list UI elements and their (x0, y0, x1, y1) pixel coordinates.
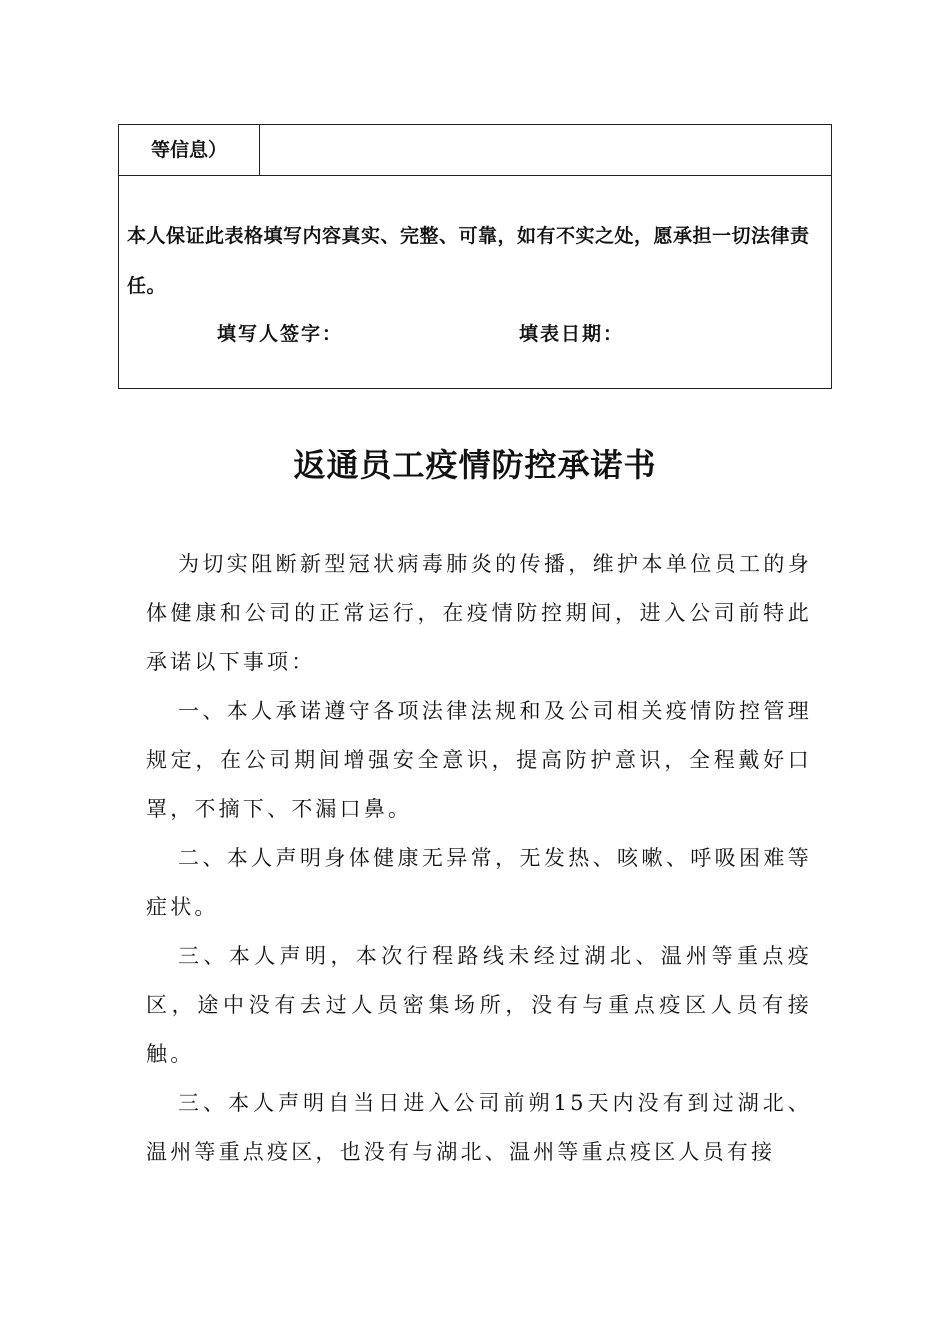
pledge-statement: 本人保证此表格填写内容真实、完整、可靠，如有不实之处，愿承担一切法律责任。 (127, 225, 810, 297)
commitment-item-4: 三、本人声明自当日进入公司前朔15天内没有到过湖北、温州等重点疫区，也没有与湖北、温州等重点疫区人员有接 (146, 1091, 812, 1164)
form-row-label: 等信息） (119, 125, 260, 175)
commitment-item-3: 三、本人声明，本次行程路线未经过湖北、温州等重点疫区，途中没有去过人员密集场所，没有与重点疫区人员有接触。 (146, 944, 812, 1066)
form-row-value-field[interactable] (260, 125, 831, 175)
info-form-table (118, 124, 832, 389)
form-row-info (119, 125, 831, 176)
fill-date-label: 填表日期： (519, 323, 625, 345)
document-body (146, 540, 812, 1177)
document-title: 返通员工疫情防控承诺书 (293, 446, 657, 484)
intro-paragraph: 为切实阻断新型冠状病毒肺炎的传播，维护本单位员工的身体健康和公司的正常运行，在疫情防控期间，进入公司前特此承诺以下事项： (146, 552, 812, 674)
signer-signature-label: 填写人签字： (217, 323, 344, 345)
commitment-item-1: 一、本人承诺遵守各项法律法规和及公司相关疫情防控管理规定，在公司期间增强安全意识，提高防护意识，全程戴好口罩，不摘下、不漏口鼻。 (146, 699, 812, 821)
commitment-item-2: 二、本人声明身体健康无异常，无发热、咳嗽、呼吸困难等症状。 (146, 846, 812, 919)
